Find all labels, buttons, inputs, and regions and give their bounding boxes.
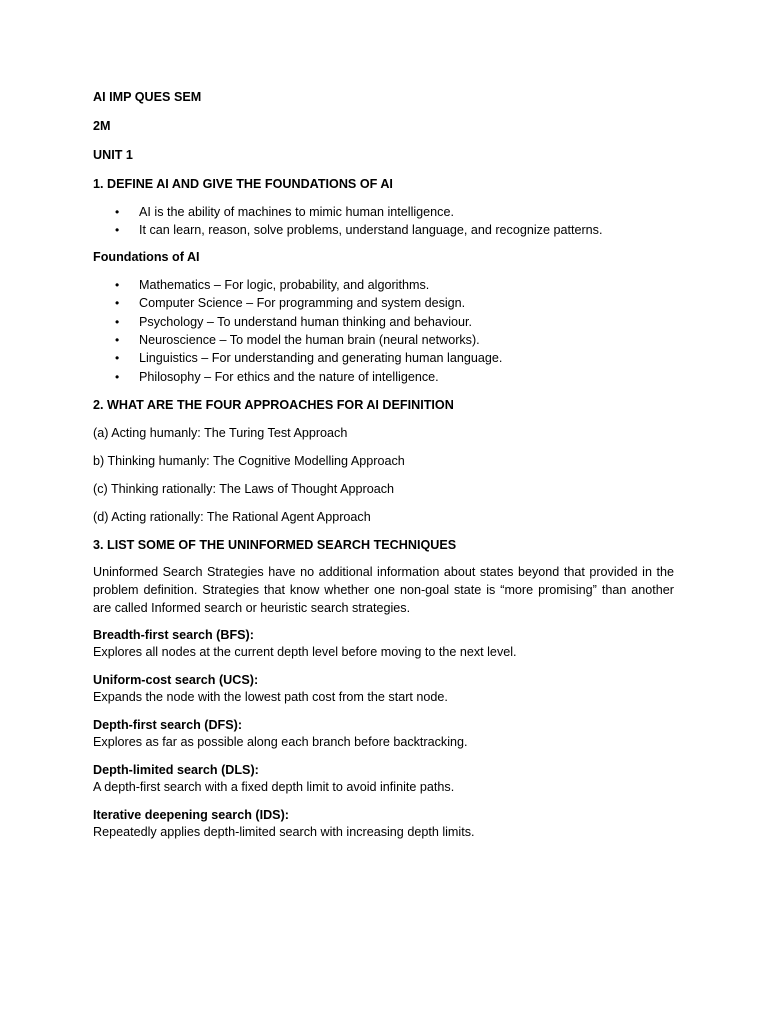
q2-heading: 2. WHAT ARE THE FOUR APPROACHES FOR AI DEFINITION bbox=[93, 398, 454, 413]
bullet-icon: • bbox=[115, 205, 120, 219]
q3-heading: 3. LIST SOME OF THE UNINFORMED SEARCH TECHNIQUES bbox=[93, 538, 457, 553]
q3-intro-paragraph: Uninformed Search Strategies have no additional information about states beyond that provided in the problem definition. Strategies that know whether one non-goal state is “more promising” than another are called Informed search or heuristic search strategies. bbox=[93, 565, 674, 615]
bullet-icon: • bbox=[115, 333, 120, 348]
list-item-text: Computer Science – For programming and system design. bbox=[139, 296, 466, 311]
list-item-text: Mathematics – For logic, probability, and algorithms. bbox=[139, 277, 430, 292]
approach-item: (a) Acting humanly: The Turing Test Approach bbox=[93, 426, 348, 441]
list-item bbox=[93, 349, 674, 367]
bullet-icon: • bbox=[115, 277, 120, 292]
bullet-icon: • bbox=[115, 296, 120, 311]
list-item bbox=[93, 276, 674, 294]
list-item bbox=[93, 203, 674, 221]
list-item bbox=[93, 221, 674, 239]
approach-item: (c) Thinking rationally: The Laws of Thought Approach bbox=[93, 482, 395, 497]
list-item bbox=[93, 331, 674, 349]
technique-item bbox=[93, 762, 674, 797]
doc-title: AI IMP QUES SEM bbox=[93, 90, 202, 104]
technique-item bbox=[93, 627, 674, 662]
bullet-icon: • bbox=[115, 369, 120, 384]
list-item-text: Linguistics – For understanding and generating human language. bbox=[139, 351, 503, 366]
list-item bbox=[93, 294, 674, 312]
bullet-icon: • bbox=[115, 223, 120, 238]
technique-term: Depth-limited search (DLS): bbox=[93, 762, 259, 777]
approach-item: (d) Acting rationally: The Rational Agent Approach bbox=[93, 510, 371, 525]
q1-bullet-list bbox=[93, 203, 674, 240]
technique-desc: Expands the node with the lowest path cost from the start node. bbox=[93, 690, 448, 705]
foundations-list bbox=[93, 276, 674, 386]
technique-desc: Repeatedly applies depth-limited search with increasing depth limits. bbox=[93, 825, 475, 840]
list-item-text: Neuroscience – To model the human brain (neural networks). bbox=[139, 333, 480, 348]
foundations-heading: Foundations of AI bbox=[93, 249, 200, 264]
list-item-text: It can learn, reason, solve problems, understand language, and recognize patterns. bbox=[139, 223, 603, 238]
list-item-text: Psychology – To understand human thinking and behaviour. bbox=[139, 314, 473, 329]
technique-term: Breadth-first search (BFS): bbox=[93, 627, 254, 642]
technique-term: Uniform-cost search (UCS): bbox=[93, 672, 259, 687]
technique-item bbox=[93, 807, 674, 842]
technique-desc: Explores all nodes at the current depth level before moving to the next level. bbox=[93, 645, 517, 660]
unit-label: UNIT 1 bbox=[93, 148, 133, 162]
list-item bbox=[93, 368, 674, 386]
technique-term: Depth-first search (DFS): bbox=[93, 717, 243, 732]
list-item-text: AI is the ability of machines to mimic human intelligence. bbox=[139, 205, 454, 219]
bullet-icon: • bbox=[115, 351, 120, 366]
technique-term: Iterative deepening search (IDS): bbox=[93, 807, 289, 822]
marks-label: 2M bbox=[93, 119, 111, 133]
q1-heading: 1. DEFINE AI AND GIVE THE FOUNDATIONS OF AI bbox=[93, 177, 393, 191]
list-item bbox=[93, 313, 674, 331]
list-item-text: Philosophy – For ethics and the nature of intelligence. bbox=[139, 369, 439, 384]
technique-item bbox=[93, 717, 674, 752]
approach-item: b) Thinking humanly: The Cognitive Modelling Approach bbox=[93, 454, 405, 469]
technique-desc: A depth-first search with a fixed depth limit to avoid infinite paths. bbox=[93, 780, 455, 795]
technique-item bbox=[93, 672, 674, 707]
bullet-icon: • bbox=[115, 314, 120, 329]
technique-desc: Explores as far as possible along each branch before backtracking. bbox=[93, 735, 468, 750]
